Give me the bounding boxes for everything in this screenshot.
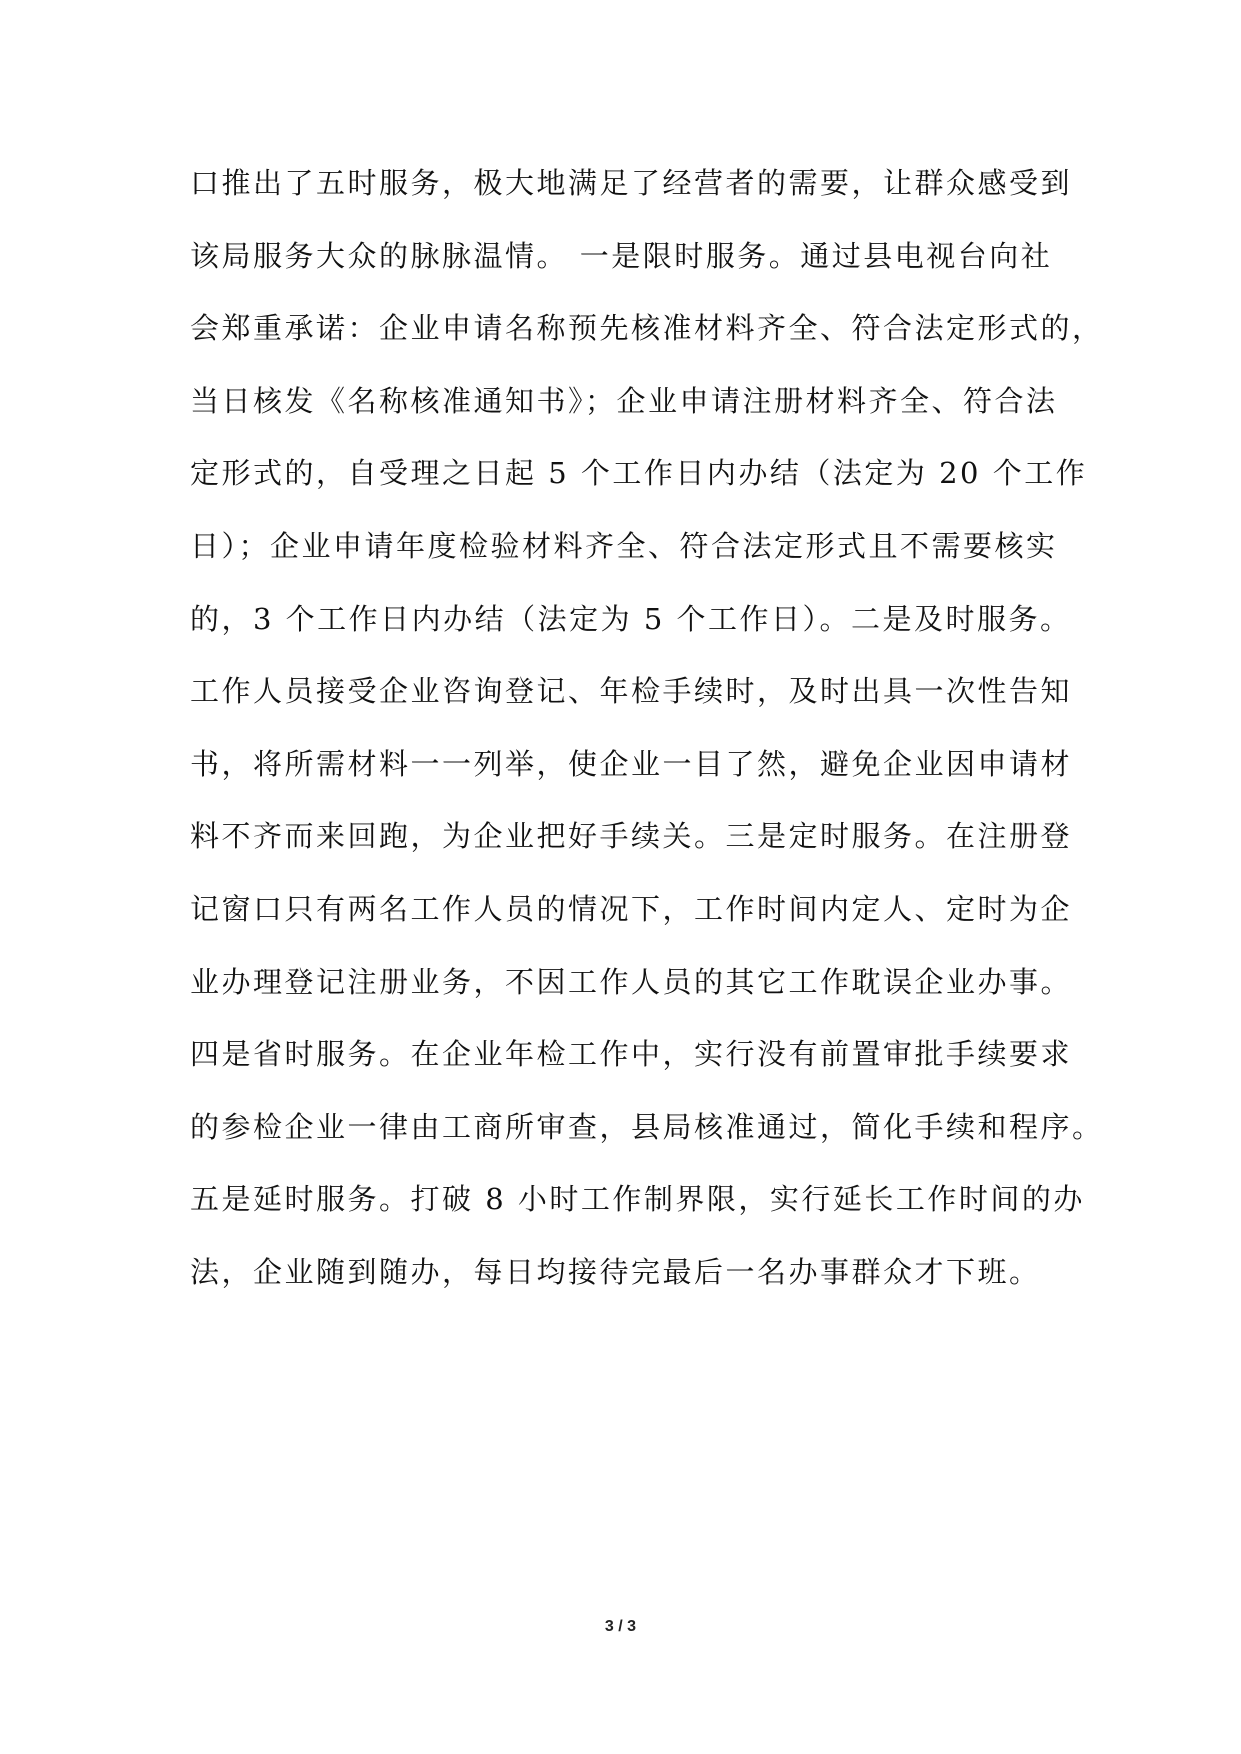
paragraph-line: 会郑重承诺：企业申请名称预先核准材料齐全、符合法定形式的，	[190, 311, 1104, 346]
paragraph-line: 日）；企业申请年度检验材料齐全、符合法定形式且不需要核实	[190, 528, 1058, 563]
paragraph-line: 定形式的，自受理之日起 5 个工作日内办结（法定为 20 个工作	[190, 456, 1088, 491]
paragraph-line: 的，3 个工作日内办结（法定为 5 个工作日）。二是及时服务。	[190, 601, 1072, 636]
paragraph-line: 该局服务大众的脉脉温情。 一是限时服务。通过县电视台向社	[190, 238, 1053, 273]
page-number: 3 / 3	[604, 1618, 637, 1635]
paragraph-line: 业办理登记注册业务，不因工作人员的其它工作耽误企业办事。	[190, 964, 1073, 999]
body-paragraph	[190, 162, 1104, 1324]
paragraph-line: 料不齐而来回跑，为企业把好手续关。三是定时服务。在注册登	[190, 819, 1073, 854]
paragraph-line: 记窗口只有两名工作人员的情况下，工作时间内定人、定时为企	[190, 891, 1073, 926]
paragraph-line: 五是延时服务。打破 8 小时工作制界限，实行延长工作时间的办	[190, 1182, 1085, 1217]
paragraph-line: 四是省时服务。在企业年检工作中，实行没有前置审批手续要求	[190, 1037, 1073, 1072]
paragraph-line: 当日核发《名称核准通知书》；企业申请注册材料齐全、符合法	[190, 383, 1058, 418]
paragraph-line: 书，将所需材料一一列举，使企业一目了然，避免企业因申请材	[190, 746, 1073, 781]
paragraph-line: 法，企业随到随办，每日均接待完最后一名办事群众才下班。	[190, 1254, 1041, 1289]
paragraph-line: 口推出了五时服务，极大地满足了经营者的需要，让群众感受到	[190, 166, 1073, 200]
paragraph-line: 工作人员接受企业咨询登记、年检手续时，及时出具一次性告知	[190, 674, 1073, 709]
paragraph-line: 的参检企业一律由工商所审查，县局核准通过，简化手续和程序。	[190, 1109, 1104, 1144]
